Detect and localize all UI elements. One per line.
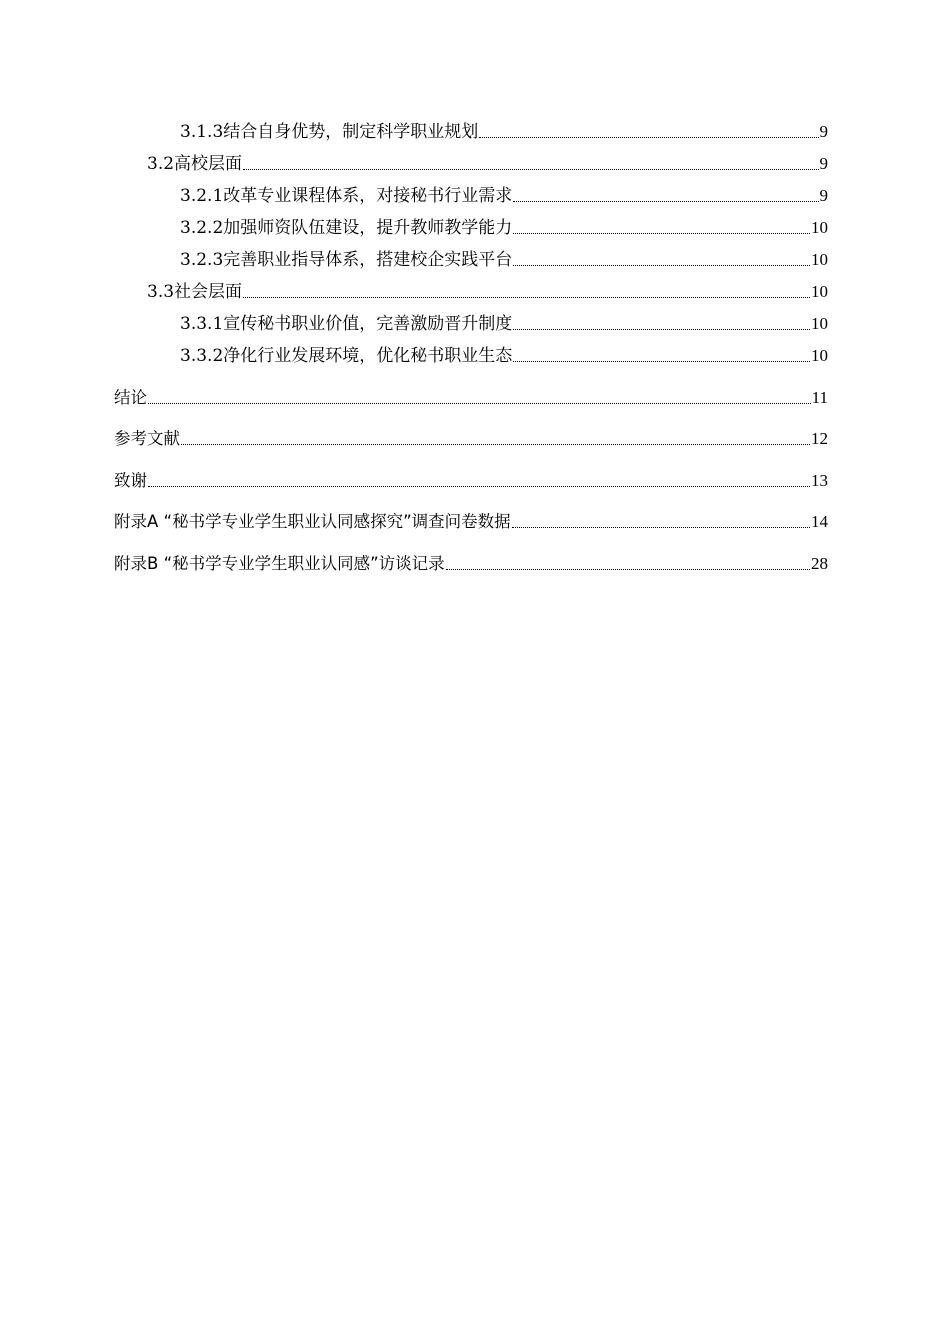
toc-entry[interactable]	[147, 280, 828, 304]
toc-page-number: 9	[819, 186, 828, 205]
toc-page-number: 10	[811, 250, 828, 269]
toc-entry-title: 3.2.3完善职业指导体系，搭建校企实践平台	[180, 250, 513, 270]
toc-entry-title: 致谢	[114, 471, 147, 490]
toc-entry[interactable]	[180, 248, 828, 272]
toc-dot-leader	[243, 297, 810, 298]
toc-dot-leader	[181, 444, 810, 445]
toc-entry[interactable]	[180, 120, 828, 144]
toc-entry-title: 3.2.2加强师资队伍建设，提升教师教学能力	[180, 218, 513, 238]
toc-page-number: 10	[811, 218, 828, 237]
toc-dot-leader	[512, 527, 810, 528]
toc-entry-title: 3.3社会层面	[147, 282, 243, 302]
toc-entry-title: 结论	[114, 388, 147, 407]
toc-page-number: 9	[819, 154, 828, 173]
toc-page-number: 12	[811, 429, 828, 448]
toc-entry-title: 附录B “秘书学专业学生职业认同感”访谈记录	[114, 554, 445, 573]
toc-entry[interactable]	[114, 552, 828, 576]
toc-dot-leader	[446, 569, 810, 570]
toc-entry-title: 参考文献	[114, 429, 180, 448]
toc-page-number: 28	[811, 554, 828, 573]
toc-page-number: 10	[811, 314, 828, 333]
toc-dot-leader	[479, 137, 818, 138]
toc-dot-leader	[513, 361, 810, 362]
toc-dot-leader	[513, 329, 810, 330]
toc-dot-leader	[148, 486, 810, 487]
toc-dot-leader	[148, 403, 811, 404]
toc-entry-title: 3.1.3结合自身优势，制定科学职业规划	[180, 122, 479, 142]
toc-page-number: 13	[811, 471, 828, 490]
toc-entry[interactable]	[114, 469, 828, 493]
toc-entry-title: 3.3.1宣传秘书职业价值，完善激励晋升制度	[180, 314, 513, 334]
toc-entry-title: 3.2.1改革专业课程体系，对接秘书行业需求	[180, 186, 513, 206]
toc-entry[interactable]	[180, 216, 828, 240]
toc-dot-leader	[513, 265, 810, 266]
toc-dot-leader	[513, 201, 818, 202]
toc-page-number: 10	[811, 346, 828, 365]
toc-page-number: 14	[811, 512, 828, 531]
toc-entry[interactable]	[114, 510, 828, 534]
toc-entry-title: 附录A “秘书学专业学生职业认同感探究”调查问卷数据	[114, 512, 511, 531]
toc-entry[interactable]	[180, 344, 828, 368]
toc-entry[interactable]	[114, 427, 828, 451]
toc-dot-leader	[243, 169, 818, 170]
toc-dot-leader	[513, 233, 810, 234]
toc-entry[interactable]	[180, 312, 828, 336]
toc-entry-title: 3.2高校层面	[147, 154, 243, 174]
toc-page-number: 9	[819, 122, 828, 141]
toc-page-number: 10	[811, 282, 828, 301]
toc-entry-title: 3.3.2净化行业发展环境，优化秘书职业生态	[180, 346, 513, 366]
toc-entry[interactable]	[147, 152, 828, 176]
toc-page-number: 11	[811, 388, 828, 407]
toc-entry[interactable]	[114, 386, 828, 410]
toc-entry[interactable]	[180, 184, 828, 208]
